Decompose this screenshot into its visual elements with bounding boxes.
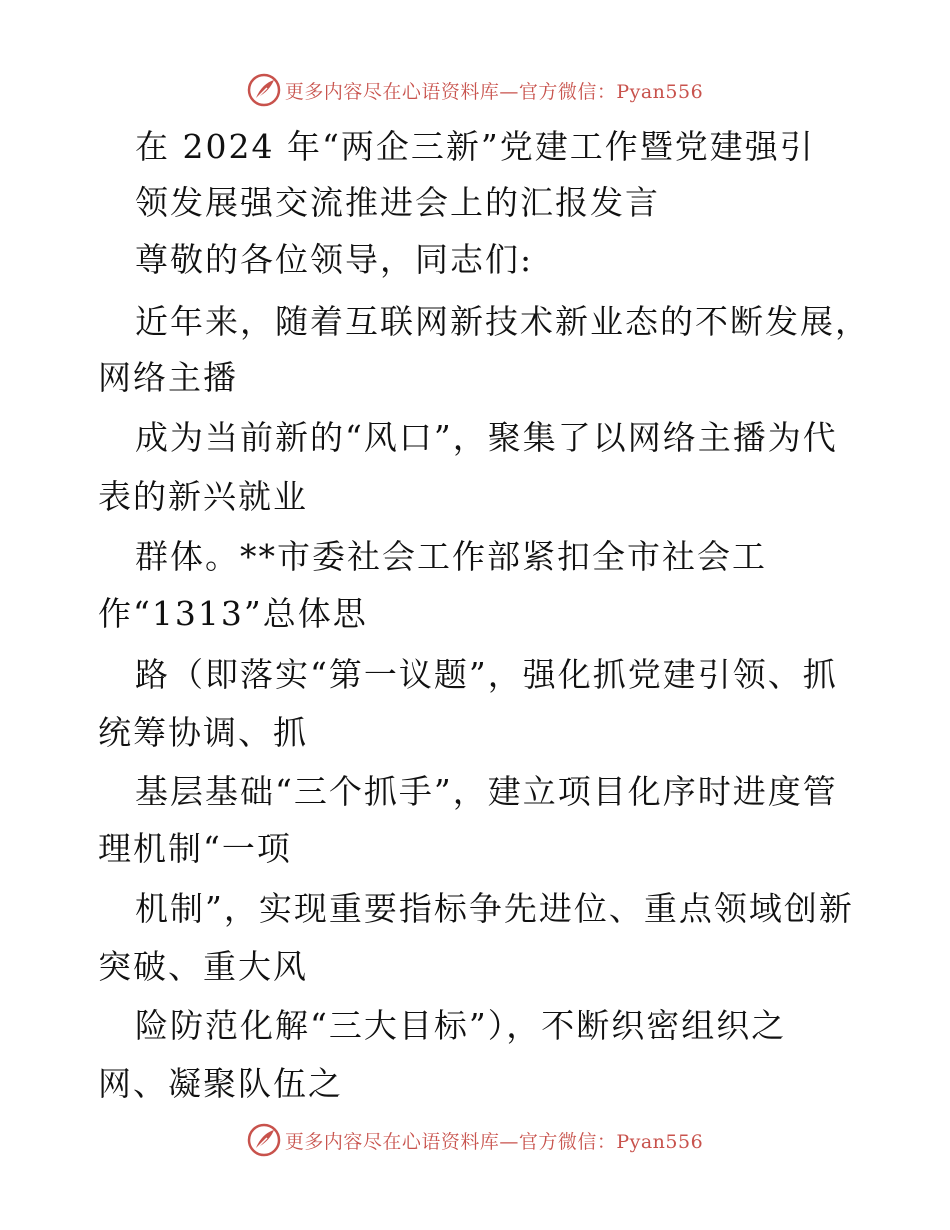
paragraph-line: 网络主播 — [98, 358, 238, 397]
paragraph-line: 近年来，随着互联网新技术新业态的不断发展， — [135, 302, 870, 341]
watermark-text: 更多内容尽在心语资料库—官方微信：Pyan556 — [284, 80, 704, 103]
paragraph-line: 险防范化解“三大目标”），不断织密组织之 — [135, 1006, 787, 1045]
footer-watermark — [0, 1120, 950, 1160]
feather-quill-logo-icon — [247, 73, 281, 107]
header-watermark — [0, 70, 950, 110]
paragraph-line: 群体。**市委社会工作部紧扣全市社会工 — [135, 537, 767, 576]
paragraph-line: 作“1313”总体思 — [98, 594, 368, 633]
document-title-line-1: 在 2024 年“两企三新”党建工作暨党建强引 — [135, 127, 815, 166]
watermark-text: 更多内容尽在心语资料库—官方微信：Pyan556 — [284, 1130, 704, 1153]
paragraph-line: 网、凝聚队伍之 — [98, 1064, 343, 1103]
feather-quill-logo-icon — [247, 1123, 281, 1157]
paragraph-line: 路（即落实“第一议题”，强化抓党建引领、抓 — [135, 655, 838, 694]
salutation: 尊敬的各位领导，同志们: — [135, 240, 534, 279]
paragraph-line: 突破、重大风 — [98, 947, 308, 986]
paragraph-line: 理机制“一项 — [98, 829, 292, 868]
paragraph-line: 基层基础“三个抓手”，建立项目化序时进度管 — [135, 772, 838, 811]
document-title-line-2: 领发展强交流推进会上的汇报发言 — [135, 183, 660, 222]
paragraph-line: 机制”，实现重要指标争先进位、重点领域创新 — [135, 889, 854, 928]
paragraph-line: 表的新兴就业 — [98, 477, 308, 516]
paragraph-line: 成为当前新的“风口”，聚集了以网络主播为代 — [135, 418, 838, 457]
paragraph-line: 统筹协调、抓 — [98, 713, 308, 752]
